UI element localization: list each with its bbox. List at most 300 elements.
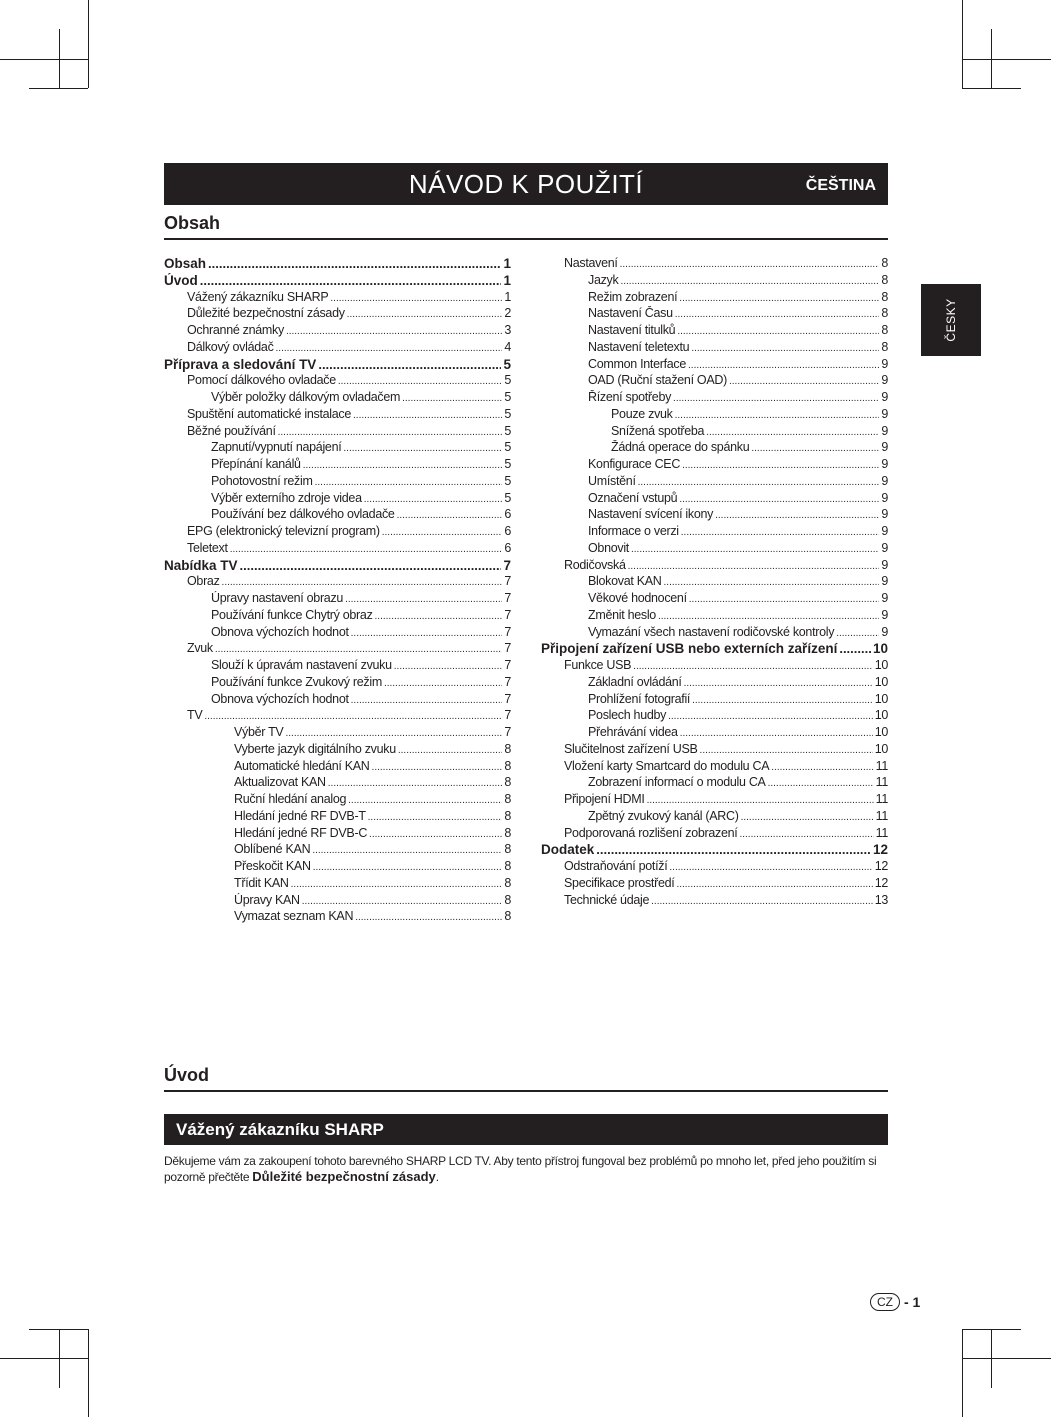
toc-entry-page: 7 — [504, 607, 511, 622]
toc-entry-page: 9 — [881, 457, 888, 471]
toc-entry[interactable] — [541, 491, 888, 508]
subsection-title: Vážený zákazníku SHARP — [176, 1120, 384, 1139]
toc-leader-dots — [677, 326, 879, 337]
toc-entry[interactable] — [541, 842, 888, 859]
intro-text: Děkujeme vám za zakoupení tohoto barevného SHARP LCD TV. Aby tento přístroj fungoval bez problémů po mnoho let, před jeho použitím si pozorně přečtěte — [164, 1154, 877, 1184]
toc-entry[interactable] — [164, 440, 511, 457]
toc-entry[interactable] — [541, 407, 888, 424]
toc-entry[interactable] — [164, 273, 511, 290]
toc-leader-dots — [675, 410, 880, 421]
toc-entry-page: 8 — [881, 306, 888, 321]
toc-entry-page: 7 — [504, 641, 511, 656]
toc-entry[interactable] — [541, 625, 888, 642]
toc-entry-page: 5 — [504, 373, 511, 388]
toc-entry[interactable] — [541, 306, 888, 323]
toc-entry-page: 12 — [872, 842, 888, 858]
toc-leader-dots — [836, 628, 879, 639]
toc-entry-label: EPG (elektronický televizní program) — [187, 524, 380, 538]
toc-leader-dots — [675, 309, 880, 320]
toc-entry[interactable] — [164, 692, 511, 709]
toc-leader-dots — [729, 376, 879, 387]
toc-entry[interactable] — [541, 457, 888, 474]
toc-entry-page: 8 — [504, 859, 511, 873]
toc-entry-label: Příprava a sledování TV — [164, 356, 317, 372]
toc-leader-dots — [658, 611, 879, 622]
toc-entry-label: Běžné používání — [187, 423, 276, 438]
toc-leader-dots — [372, 762, 503, 773]
toc-entry-label: Obnovit — [588, 540, 629, 555]
toc-entry-page: 8 — [504, 741, 511, 756]
toc-leader-dots — [397, 510, 503, 521]
toc-entry-label: Funkce USB — [564, 658, 632, 672]
toc-leader-dots — [286, 326, 502, 337]
toc-entry-label: Výběr položky dálkovým ovladačem — [211, 390, 401, 404]
crop-mark — [962, 1329, 1021, 1330]
toc-entry[interactable] — [164, 641, 511, 658]
toc-entry[interactable] — [164, 708, 511, 725]
toc-entry[interactable] — [164, 625, 511, 642]
toc-right-column — [541, 256, 888, 909]
toc-entry-page: 12 — [874, 859, 888, 873]
toc-entry[interactable] — [164, 457, 511, 474]
crop-mark — [88, 1329, 89, 1417]
toc-entry[interactable] — [541, 323, 888, 340]
toc-entry[interactable] — [541, 390, 888, 407]
toc-entry-page: 9 — [881, 557, 888, 572]
toc-entry-page: 1 — [504, 289, 511, 304]
page-number — [870, 1292, 920, 1312]
toc-leader-dots — [347, 309, 503, 320]
toc-entry[interactable] — [164, 424, 511, 441]
toc-entry-label: Ruční hledání analog — [234, 792, 347, 806]
toc-entry-label: Common Interface — [588, 356, 687, 371]
toc-entry-page: 9 — [881, 440, 888, 455]
toc-entry-label: Zobrazení informací o modulu CA — [588, 775, 766, 790]
toc-entry-label: Zpětný zvukový kanál (ARC) — [588, 808, 739, 823]
toc-entry[interactable] — [541, 658, 888, 675]
crop-mark — [0, 59, 88, 60]
toc-leader-dots — [596, 842, 871, 857]
toc-leader-dots — [369, 829, 502, 840]
toc-entry-label: Automatické hledání KAN — [234, 758, 370, 773]
toc-entry-page: 2 — [504, 306, 511, 321]
toc-entry-label: Podporovaná rozlišení zobrazení — [564, 825, 738, 840]
toc-entry-label: Umístění — [588, 473, 636, 488]
toc-leader-dots — [651, 896, 873, 907]
toc-entry[interactable] — [164, 608, 511, 625]
toc-heading: Obsah — [164, 213, 888, 240]
toc-entry-page: 10 — [874, 674, 888, 689]
toc-entry[interactable] — [164, 725, 511, 742]
toc-entry[interactable] — [164, 792, 511, 809]
toc-entry-page: 9 — [881, 490, 888, 505]
toc-leader-dots — [278, 427, 503, 438]
toc-leader-dots — [338, 376, 502, 387]
toc-entry[interactable] — [541, 876, 888, 893]
toc-entry-label: Označení vstupů — [588, 490, 678, 505]
toc-entry-label: Řízení spotřeby — [588, 390, 672, 404]
toc-leader-dots — [681, 527, 880, 538]
toc-entry-page: 8 — [504, 792, 511, 806]
toc-leader-dots — [204, 711, 502, 722]
toc-entry[interactable] — [164, 323, 511, 340]
toc-entry-label: Spuštění automatické instalace — [187, 406, 352, 421]
toc-entry-page: 9 — [881, 624, 888, 639]
toc-entry-label: OAD (Ruční stažení OAD) — [588, 373, 727, 388]
toc-leader-dots — [375, 611, 503, 622]
toc-entry[interactable] — [164, 842, 511, 859]
toc-leader-dots — [384, 678, 502, 689]
toc-entry-page: 7 — [504, 708, 511, 723]
toc-entry[interactable] — [541, 591, 888, 608]
toc-entry[interactable] — [541, 256, 888, 273]
toc-entry-page: 6 — [504, 524, 511, 538]
toc-entry[interactable] — [541, 273, 888, 290]
toc-leader-dots — [215, 644, 502, 655]
toc-entry-label: Pohotovostní režim — [211, 473, 313, 488]
toc-leader-dots — [348, 795, 502, 806]
toc-leader-dots — [679, 293, 879, 304]
toc-leader-dots — [647, 795, 874, 806]
toc-entry-page: 5 — [504, 406, 511, 421]
toc-entry-label: Poslech hudby — [588, 708, 667, 723]
crop-mark — [962, 88, 1021, 89]
toc-entry[interactable] — [541, 692, 888, 709]
toc-entry-page: 8 — [881, 323, 888, 337]
toc-entry-label: Technické údaje — [564, 892, 650, 907]
toc-entry[interactable] — [541, 859, 888, 876]
toc-entry-page: 8 — [504, 892, 511, 907]
toc-entry-page: 9 — [881, 390, 888, 404]
toc-entry-label: Blokovat KAN — [588, 574, 662, 589]
language-label: ČEŠTINA — [805, 177, 876, 194]
toc-entry-label: Připojení HDMI — [564, 792, 645, 806]
toc-entry[interactable] — [541, 893, 888, 910]
toc-entry-page: 8 — [504, 875, 511, 890]
toc-entry-label: Úpravy nastavení obrazu — [211, 591, 344, 605]
toc-leader-dots — [328, 778, 503, 789]
crop-mark — [0, 1358, 88, 1359]
toc-leader-dots — [751, 443, 879, 454]
intro-text-end: . — [435, 1170, 439, 1184]
toc-entry[interactable] — [164, 558, 511, 575]
toc-entry-page: 9 — [881, 524, 888, 538]
toc-entry-page: 8 — [504, 825, 511, 840]
toc-entry-label: Základní ovládání — [588, 674, 682, 689]
toc-entry[interactable] — [164, 541, 511, 558]
toc-entry-label: Hledání jedné RF DVB-T — [234, 808, 366, 823]
toc-leader-dots — [302, 896, 503, 907]
toc-entry[interactable] — [541, 541, 888, 558]
toc-entry-page: 8 — [881, 256, 888, 270]
toc-entry[interactable] — [541, 725, 888, 742]
toc-entry-page: 6 — [504, 507, 511, 522]
side-tab-label: ČESKY — [944, 298, 958, 342]
toc-leader-dots — [222, 577, 503, 588]
toc-leader-dots — [276, 343, 503, 354]
toc-entry[interactable] — [541, 826, 888, 843]
toc-entry-page: 5 — [504, 473, 511, 488]
title-banner — [164, 163, 888, 205]
toc-entry-page: 9 — [881, 574, 888, 589]
toc-entry[interactable] — [164, 893, 511, 910]
toc-entry-label: Pomocí dálkového ovladače — [187, 373, 336, 388]
toc-entry-label: Obnova výchozích hodnot — [211, 624, 349, 639]
toc-leader-dots — [684, 678, 873, 689]
toc-leader-dots — [638, 477, 880, 488]
toc-leader-dots — [313, 862, 503, 873]
toc-leader-dots — [382, 527, 503, 538]
toc-entry-label: Obraz — [187, 574, 220, 589]
toc-entry-page: 5 — [504, 390, 511, 404]
toc-entry[interactable] — [541, 290, 888, 307]
toc-leader-dots — [402, 393, 502, 404]
toc-entry-page: 4 — [504, 339, 511, 354]
toc-entry-label: Specifikace prostředí — [564, 875, 675, 890]
toc-entry[interactable] — [164, 742, 511, 759]
toc-entry-page: 1 — [503, 272, 511, 288]
toc-leader-dots — [700, 745, 873, 756]
toc-leader-dots — [689, 594, 880, 605]
toc-entry[interactable] — [541, 373, 888, 390]
toc-leader-dots — [240, 558, 502, 573]
toc-leader-dots — [706, 427, 879, 438]
toc-entry[interactable] — [164, 373, 511, 390]
toc-entry-label: Žádná operace do spánku — [611, 440, 750, 455]
toc-leader-dots — [318, 357, 501, 372]
toc-left-column — [164, 256, 511, 926]
toc-entry-label: Informace o verzi — [588, 524, 679, 538]
toc-entry[interactable] — [541, 675, 888, 692]
toc-entry-label: Používání bez dálkového ovladače — [211, 507, 395, 522]
toc-entry-page: 13 — [874, 892, 888, 907]
toc-entry-page: 5 — [503, 356, 511, 372]
toc-entry-page: 8 — [504, 842, 511, 857]
toc-entry-page: 8 — [881, 339, 888, 354]
toc-entry-label: Používání funkce Chytrý obraz — [211, 607, 373, 622]
toc-entry[interactable] — [164, 809, 511, 826]
toc-entry[interactable] — [541, 340, 888, 357]
toc-entry-page: 8 — [881, 272, 888, 287]
toc-leader-dots — [303, 460, 503, 471]
toc-entry[interactable] — [541, 742, 888, 759]
toc-entry-label: Dodatek — [541, 842, 595, 858]
intro-bold-link: Důležité bezpečnostní zásady — [252, 1169, 436, 1184]
toc-entry[interactable] — [164, 876, 511, 893]
toc-entry[interactable] — [541, 809, 888, 826]
toc-entry[interactable] — [541, 775, 888, 792]
toc-leader-dots — [368, 812, 503, 823]
language-side-tab — [921, 284, 981, 356]
toc-entry-page: 7 — [504, 591, 511, 605]
toc-entry-page: 7 — [504, 574, 511, 589]
intro-paragraph — [164, 1153, 888, 1185]
toc-entry[interactable] — [541, 440, 888, 457]
toc-entry-label: Nastavení titulků — [588, 323, 676, 337]
toc-entry[interactable] — [164, 658, 511, 675]
toc-entry-label: Úpravy KAN — [234, 892, 300, 907]
toc-leader-dots — [330, 293, 502, 304]
toc-leader-dots — [620, 259, 880, 270]
toc-entry-label: Slučitelnost zařízení USB — [564, 741, 698, 756]
toc-entry[interactable] — [164, 574, 511, 591]
toc-leader-dots — [628, 561, 880, 572]
toc-leader-dots — [345, 594, 502, 605]
toc-entry-label: Zapnutí/vypnutí napájení — [211, 440, 342, 455]
toc-entry[interactable] — [164, 826, 511, 843]
toc-entry[interactable] — [164, 675, 511, 692]
toc-entry-label: Dálkový ovládač — [187, 339, 274, 354]
toc-entry-label: Režim zobrazení — [588, 289, 678, 304]
toc-leader-dots — [620, 276, 879, 287]
toc-entry-label: Výběr externího zdroje videa — [211, 490, 362, 505]
toc-entry-page: 10 — [874, 691, 888, 706]
toc-entry[interactable] — [164, 306, 511, 323]
toc-entry[interactable] — [541, 524, 888, 541]
toc-entry-label: Jazyk — [588, 272, 619, 287]
toc-entry-label: Připojení zařízení USB nebo externích zařízení — [541, 641, 838, 657]
toc-entry[interactable] — [541, 759, 888, 776]
crop-mark — [29, 1329, 88, 1330]
toc-entry-page: 8 — [881, 289, 888, 304]
toc-entry[interactable] — [541, 424, 888, 441]
toc-entry[interactable] — [164, 859, 511, 876]
toc-leader-dots — [664, 577, 880, 588]
toc-entry-label: Úvod — [164, 272, 198, 288]
toc-entry[interactable] — [541, 708, 888, 725]
toc-leader-dots — [312, 845, 502, 856]
toc-entry[interactable] — [541, 357, 888, 374]
toc-entry[interactable] — [541, 608, 888, 625]
toc-entry-label: Oblíbené KAN — [234, 842, 311, 857]
toc-entry-page: 6 — [504, 540, 511, 555]
intro-heading: Úvod — [164, 1065, 888, 1092]
toc-entry-page: 9 — [881, 473, 888, 488]
toc-leader-dots — [394, 661, 503, 672]
toc-leader-dots — [682, 460, 879, 471]
toc-entry[interactable] — [541, 792, 888, 809]
toc-entry[interactable] — [164, 759, 511, 776]
toc-leader-dots — [692, 695, 873, 706]
toc-entry[interactable] — [164, 507, 511, 524]
toc-leader-dots — [351, 695, 503, 706]
toc-entry-label: Používání funkce Zvukový režim — [211, 674, 382, 689]
toc-entry-page: 11 — [875, 775, 888, 790]
toc-entry-label: Nabídka TV — [164, 557, 238, 573]
toc-entry[interactable] — [164, 491, 511, 508]
toc-leader-dots — [285, 728, 502, 739]
toc-entry-label: Prohlížení fotografií — [588, 691, 691, 706]
toc-entry-page: 10 — [874, 708, 888, 723]
toc-entry-page: 5 — [504, 457, 511, 471]
toc-leader-dots — [839, 641, 871, 656]
toc-entry[interactable] — [164, 775, 511, 792]
toc-entry-label: Důležité bezpečnostní zásady — [187, 306, 345, 321]
toc-entry-page: 9 — [881, 607, 888, 622]
toc-entry-page: 11 — [875, 825, 888, 840]
toc-entry-page: 8 — [504, 909, 511, 924]
toc-entry-label: Ochranné známky — [187, 323, 284, 337]
toc-entry-page: 11 — [875, 808, 888, 823]
toc-entry[interactable] — [541, 507, 888, 524]
toc-entry[interactable] — [164, 340, 511, 357]
toc-leader-dots — [351, 628, 503, 639]
toc-leader-dots — [230, 544, 503, 555]
toc-entry[interactable] — [164, 357, 511, 374]
toc-entry-page: 3 — [504, 323, 511, 337]
toc-entry-page: 9 — [881, 540, 888, 555]
country-badge: CZ — [870, 1293, 900, 1311]
toc-leader-dots — [673, 393, 879, 404]
toc-leader-dots — [355, 912, 502, 923]
toc-leader-dots — [676, 879, 872, 890]
toc-entry-label: Vložení karty Smartcard do modulu CA — [564, 758, 770, 773]
crop-mark — [88, 0, 89, 88]
crop-mark — [29, 88, 88, 89]
toc-entry-page: 9 — [881, 356, 888, 371]
toc-entry-label: Odstraňování potíží — [564, 859, 668, 873]
toc-entry[interactable] — [164, 390, 511, 407]
toc-leader-dots — [771, 762, 873, 773]
toc-entry-label: Přehrávání videa — [588, 725, 678, 739]
toc-entry[interactable] — [541, 558, 888, 575]
toc-entry[interactable] — [164, 909, 511, 926]
toc-entry[interactable] — [164, 591, 511, 608]
toc-entry-page: 10 — [874, 658, 888, 672]
toc-leader-dots — [741, 812, 874, 823]
toc-entry-page: 9 — [881, 591, 888, 605]
toc-leader-dots — [353, 410, 502, 421]
toc-entry-label: Konfigurace CEC — [588, 457, 681, 471]
toc-entry-label: Zvuk — [187, 641, 213, 656]
toc-entry[interactable] — [164, 256, 511, 273]
toc-entry[interactable] — [541, 574, 888, 591]
toc-entry-label: Hledání jedné RF DVB-C — [234, 825, 368, 840]
toc-entry-page: 10 — [872, 641, 888, 657]
toc-entry-page: 8 — [504, 775, 511, 790]
toc-leader-dots — [291, 879, 503, 890]
toc-entry[interactable] — [164, 524, 511, 541]
toc-entry-label: TV — [187, 708, 203, 723]
crop-mark — [962, 0, 963, 88]
toc-entry-page: 5 — [504, 423, 511, 438]
toc-entry-label: Obnova výchozích hodnot — [211, 691, 349, 706]
toc-entry-page: 11 — [875, 758, 888, 773]
toc-entry-page: 11 — [875, 792, 888, 806]
toc-entry-label: Změnit heslo — [588, 607, 656, 622]
toc-entry-page: 8 — [504, 758, 511, 773]
toc-entry[interactable] — [164, 407, 511, 424]
crop-mark — [963, 59, 1051, 60]
toc-entry-label: Přepínání kanálů — [211, 457, 301, 471]
toc-entry-label: Třídit KAN — [234, 875, 289, 890]
toc-leader-dots — [680, 728, 873, 739]
toc-entry-page: 7 — [503, 557, 511, 573]
toc-leader-dots — [768, 778, 874, 789]
toc-entry[interactable] — [164, 290, 511, 307]
toc-entry-label: Snížená spotřeba — [611, 423, 705, 438]
toc-leader-dots — [364, 494, 503, 505]
toc-entry[interactable] — [541, 641, 888, 658]
toc-leader-dots — [715, 510, 879, 521]
toc-entry-label: Obsah — [164, 256, 207, 271]
toc-entry[interactable] — [164, 474, 511, 491]
toc-leader-dots — [691, 343, 879, 354]
toc-entry-label: Aktualizovat KAN — [234, 775, 326, 790]
toc-entry-page: 7 — [504, 658, 511, 672]
toc-entry-page: 8 — [504, 808, 511, 823]
toc-entry[interactable] — [541, 474, 888, 491]
